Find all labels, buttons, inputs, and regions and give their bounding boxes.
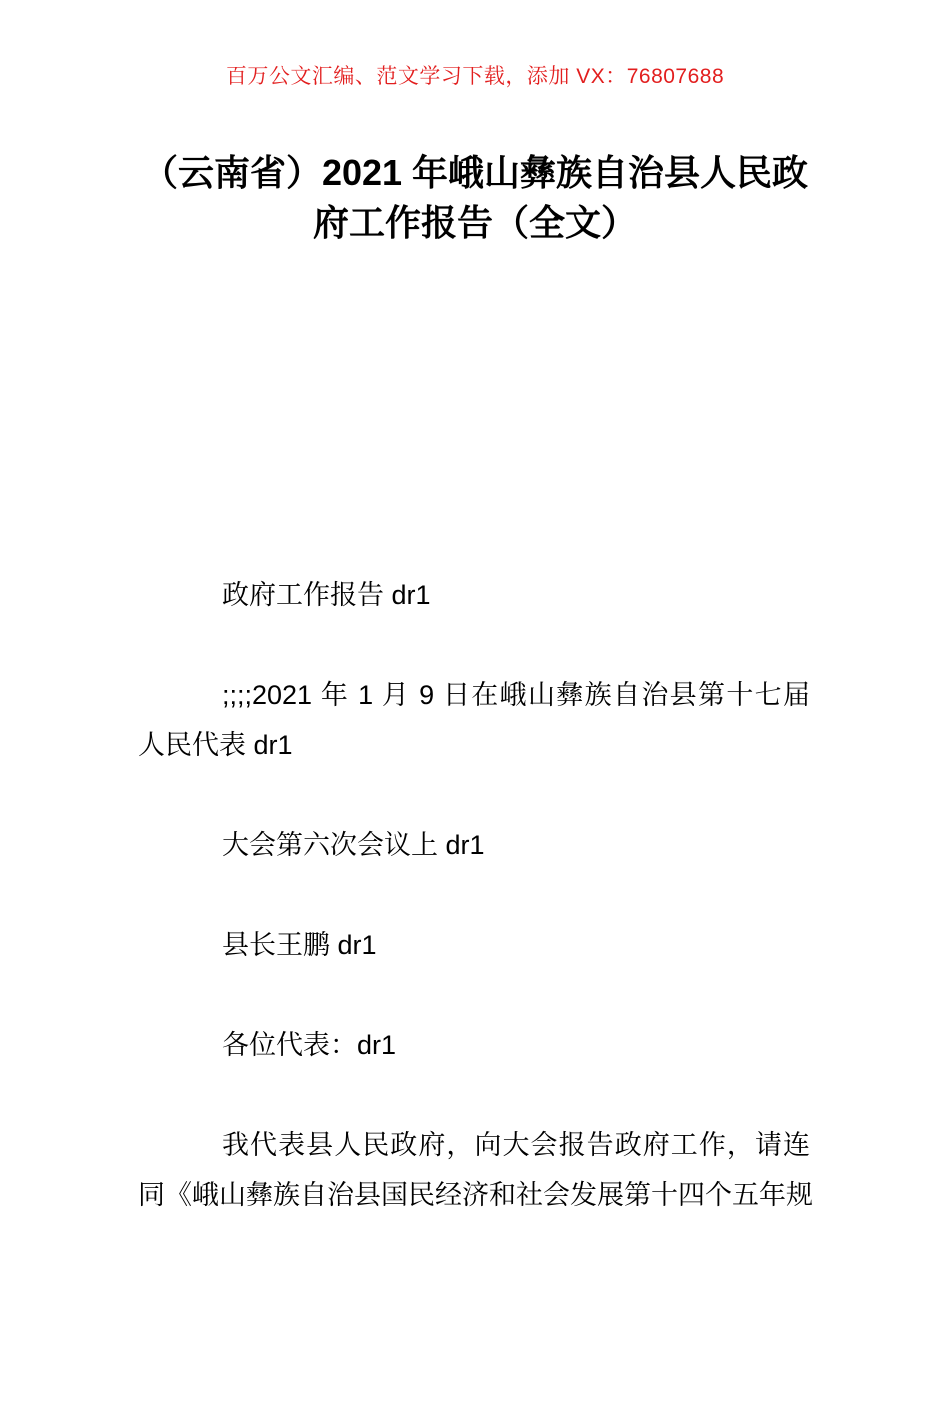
page-title-line-2: 府工作报告（全文） bbox=[312, 202, 637, 243]
paragraph bbox=[138, 670, 810, 770]
paragraph-line: 政府工作报告 dr1 bbox=[222, 580, 431, 610]
promo-banner-text: 百万公文汇编、范文学习下载，添加 VX：76807688 bbox=[225, 65, 725, 88]
paragraph-line: 县长王鹏 dr1 bbox=[222, 930, 377, 960]
paragraph-line: 各位代表：dr1 bbox=[222, 1030, 397, 1060]
paragraph-line: 同《峨山彝族自治县国民经济和社会发展第十四个五年规 bbox=[138, 1180, 813, 1210]
paragraph bbox=[138, 570, 810, 620]
paragraph-line: ;;;;2021 年 1 月 9 日在峨山彝族自治县第十七届 bbox=[222, 680, 810, 710]
paragraph bbox=[138, 820, 810, 870]
paragraph bbox=[138, 1120, 813, 1220]
paragraph bbox=[138, 1020, 810, 1070]
paragraph-line: 大会第六次会议上 dr1 bbox=[222, 830, 485, 860]
paragraph-line: 我代表县人民政府，向大会报告政府工作，请连 bbox=[222, 1130, 810, 1160]
document-body bbox=[138, 570, 813, 1220]
page-title bbox=[70, 148, 880, 248]
paragraph bbox=[138, 920, 810, 970]
page-title-line-1: （云南省）2021 年峨山彝族自治县人民政 bbox=[141, 152, 809, 193]
paragraph-line: 人民代表 dr1 bbox=[138, 730, 293, 760]
